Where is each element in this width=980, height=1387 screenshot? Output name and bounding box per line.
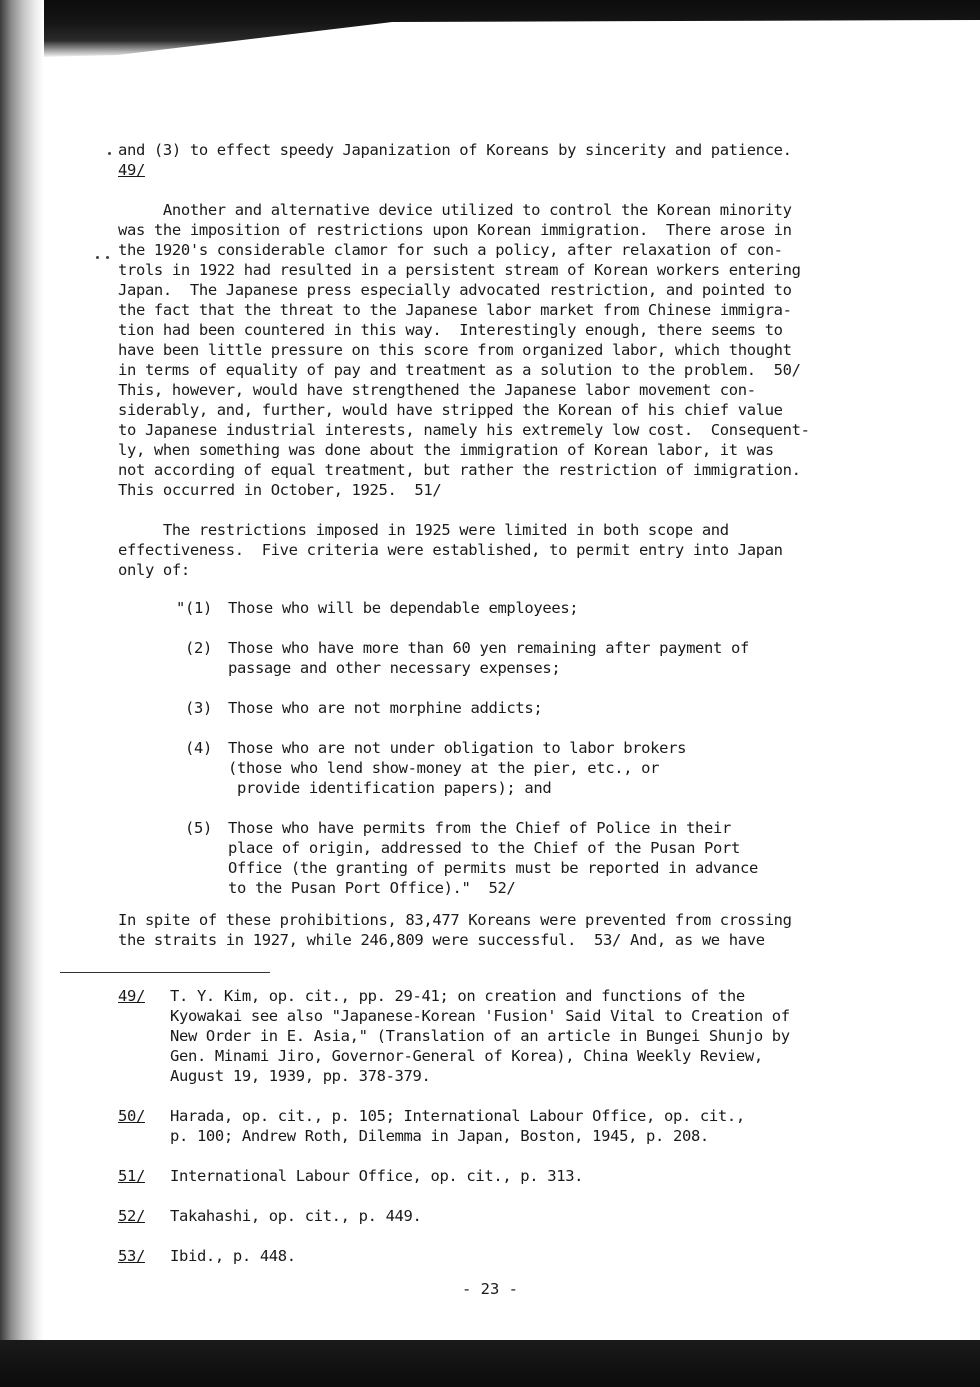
criteria-text: Office (the granting of permits must be reported in advance	[228, 859, 758, 877]
footnote	[118, 1106, 864, 1146]
text-line: tion had been countered in this way. Interestingly enough, there seems to	[118, 321, 783, 339]
footnote-mark: 50/	[118, 1107, 145, 1125]
criteria-text: Those who will be dependable employees;	[228, 599, 579, 617]
criteria-item	[176, 738, 864, 798]
text-line: ly, when something was done about the immigration of Korean labor, it was	[118, 441, 774, 459]
criteria-text: Those who have permits from the Chief of Police in their	[228, 819, 731, 837]
criteria-text: to the Pusan Port Office)." 52/	[228, 879, 516, 897]
footnote	[118, 1166, 864, 1186]
paragraph-3	[118, 520, 864, 580]
text-line: This, however, would have strengthened the Japanese labor movement con-	[118, 381, 756, 399]
footnote	[118, 1246, 864, 1266]
footnotes	[118, 986, 864, 1286]
footnote-text: August 19, 1939, pp. 378-379.	[170, 1067, 431, 1085]
text-line: In spite of these prohibitions, 83,477 Koreans were prevented from crossing	[118, 911, 792, 929]
footnote-divider	[60, 972, 270, 973]
footnote	[118, 986, 864, 1086]
scan-speck	[106, 256, 109, 259]
text-line: Japan. The Japanese press especially advocated restriction, and pointed to	[118, 281, 792, 299]
footnote-text: Gen. Minami Jiro, Governor-General of Korea), China Weekly Review,	[170, 1047, 763, 1065]
scan-border-bottom	[0, 1340, 980, 1387]
text-line: Another and alternative device utilized to control the Korean minority	[118, 201, 792, 219]
page-number: - 23 -	[462, 1280, 518, 1298]
footnote-text: p. 100; Andrew Roth, Dilemma in Japan, Boston, 1945, p. 208.	[170, 1127, 709, 1145]
footnote-text: Kyowakai see also "Japanese-Korean 'Fusion' Said Vital to Creation of	[170, 1007, 790, 1025]
paragraph-2	[118, 200, 864, 500]
criteria-text: passage and other necessary expenses;	[228, 659, 561, 677]
text-line: This occurred in October, 1925. 51/	[118, 481, 442, 499]
criteria-text: provide identification papers); and	[228, 779, 552, 797]
text-line: the fact that the threat to the Japanese labor market from Chinese immigra-	[118, 301, 792, 319]
paragraph-4	[118, 910, 864, 950]
criteria-list	[176, 598, 864, 898]
scan-speck	[108, 152, 111, 155]
footnote-mark: 49/	[118, 987, 145, 1005]
scan-border-left	[0, 0, 44, 1387]
footnote-mark: 52/	[118, 1207, 145, 1225]
document-body	[118, 140, 864, 950]
text-line: not according of equal treatment, but rather the restriction of immigration.	[118, 461, 801, 479]
scan-shadow-top	[0, 0, 980, 58]
text-line: trols in 1922 had resulted in a persistent stream of Korean workers entering	[118, 261, 801, 279]
footnote-mark: 53/	[118, 1247, 145, 1265]
criteria-text: place of origin, addressed to the Chief of the Pusan Port	[228, 839, 740, 857]
criteria-text: (those who lend show-money at the pier, etc., or	[228, 759, 660, 777]
text-line: to Japanese industrial interests, namely his extremely low cost. Consequent-	[118, 421, 810, 439]
text-line: was the imposition of restrictions upon Korean immigration. There arose in	[118, 221, 792, 239]
criteria-text: Those who are not morphine addicts;	[228, 699, 543, 717]
text-line: and (3) to effect speedy Japanization of Koreans by sincerity and patience.	[118, 141, 792, 159]
criteria-number: (3)	[176, 699, 212, 717]
criteria-number: (4)	[176, 739, 212, 757]
text-line: the 1920's considerable clamor for such a policy, after relaxation of con-	[118, 241, 783, 259]
footnote-text: Ibid., p. 448.	[170, 1247, 296, 1265]
criteria-number: (5)	[176, 819, 212, 837]
footnote-text: Harada, op. cit., p. 105; International Labour Office, op. cit.,	[170, 1107, 745, 1125]
text-line: in terms of equality of pay and treatment as a solution to the problem. 50/	[118, 361, 801, 379]
text-line: the straits in 1927, while 246,809 were successful. 53/ And, as we have	[118, 931, 765, 949]
text-line: have been little pressure on this score from organized labor, which thought	[118, 341, 792, 359]
criteria-item	[176, 598, 864, 618]
text-line: The restrictions imposed in 1925 were limited in both scope and	[118, 521, 729, 539]
footnote	[118, 1206, 864, 1226]
footnote-ref-49: 49/	[118, 161, 145, 179]
scan-speck	[96, 256, 99, 259]
footnote-text: T. Y. Kim, op. cit., pp. 29-41; on creation and functions of the	[170, 987, 745, 1005]
criteria-number: "(1)	[176, 599, 212, 617]
footnote-mark: 51/	[118, 1167, 145, 1185]
criteria-text: Those who are not under obligation to labor brokers	[228, 739, 687, 757]
footnote-text: New Order in E. Asia," (Translation of an article in Bungei Shunjo by	[170, 1027, 790, 1045]
footnote-text: Takahashi, op. cit., p. 449.	[170, 1207, 422, 1225]
criteria-item	[176, 818, 864, 898]
text-line: only of:	[118, 561, 190, 579]
text-line: siderably, and, further, would have stripped the Korean of his chief value	[118, 401, 783, 419]
criteria-number: (2)	[176, 639, 212, 657]
text-line: effectiveness. Five criteria were established, to permit entry into Japan	[118, 541, 783, 559]
criteria-item	[176, 638, 864, 678]
criteria-item	[176, 698, 864, 718]
criteria-text: Those who have more than 60 yen remaining after payment of	[228, 639, 749, 657]
paragraph-1	[118, 140, 864, 180]
footnote-text: International Labour Office, op. cit., p. 313.	[170, 1167, 584, 1185]
